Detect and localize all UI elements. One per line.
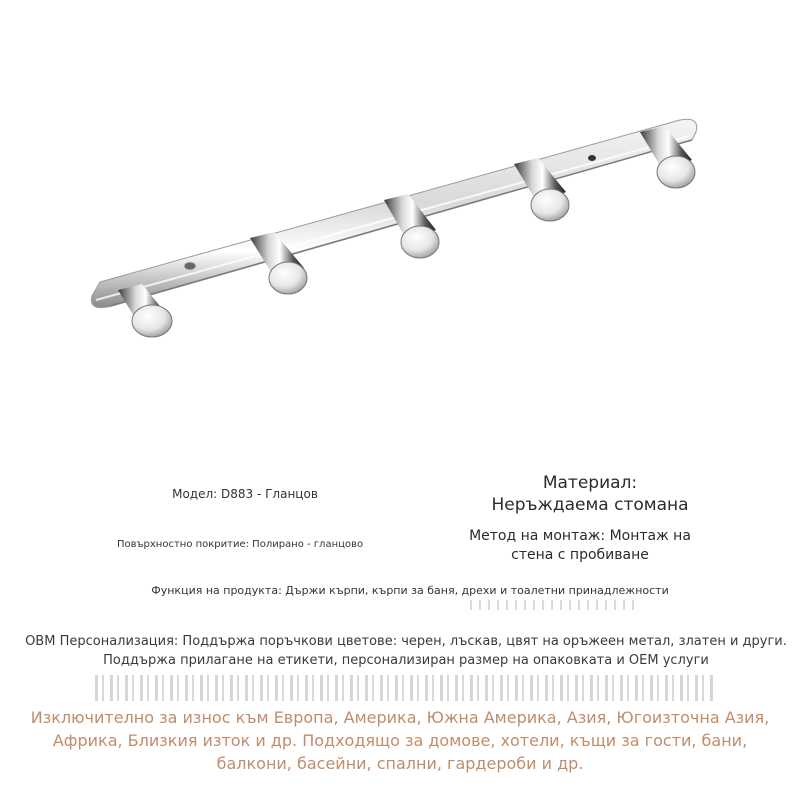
obscured-text-strip (95, 675, 715, 701)
material-value: Неръждаема стомана (491, 495, 689, 515)
obm-customization: OBM Персонализация: Поддържа поръчкови цветове: черен, лъскав, цвят на оръжеен метал, златен и други. Поддържа прилагане на етикети, персонализиран размер на опаковката и OEM услуги (25, 634, 787, 668)
mounting-hole-icon (184, 262, 196, 270)
mounting-hole-icon (588, 155, 596, 161)
faint-text-artifact (470, 600, 640, 610)
product-function: Функция на продукта: Държи кърпи, кърпи за баня, дрехи и тоалетни принадлежности (151, 584, 669, 597)
surface-finish: Повърхностно покритие: Полирано - гланцово (116, 539, 364, 550)
export-regions: Изключително за износ към Европа, Америка, Южна Америка, Азия, Югоизточна Азия, Африка, Близкия изток и др. Подходящо за домове, хотели, къщи за гости, бани, балкони, басейни, спални, гардероби и др. (30, 708, 770, 773)
material-info (440, 472, 740, 516)
mounting-method: Метод на монтаж: Монтаж на стена с пробиване (469, 528, 691, 563)
material-label: Материал: (542, 473, 638, 493)
model-label: Модел: D883 - Гланцов (172, 487, 318, 501)
hook-1 (118, 284, 172, 337)
